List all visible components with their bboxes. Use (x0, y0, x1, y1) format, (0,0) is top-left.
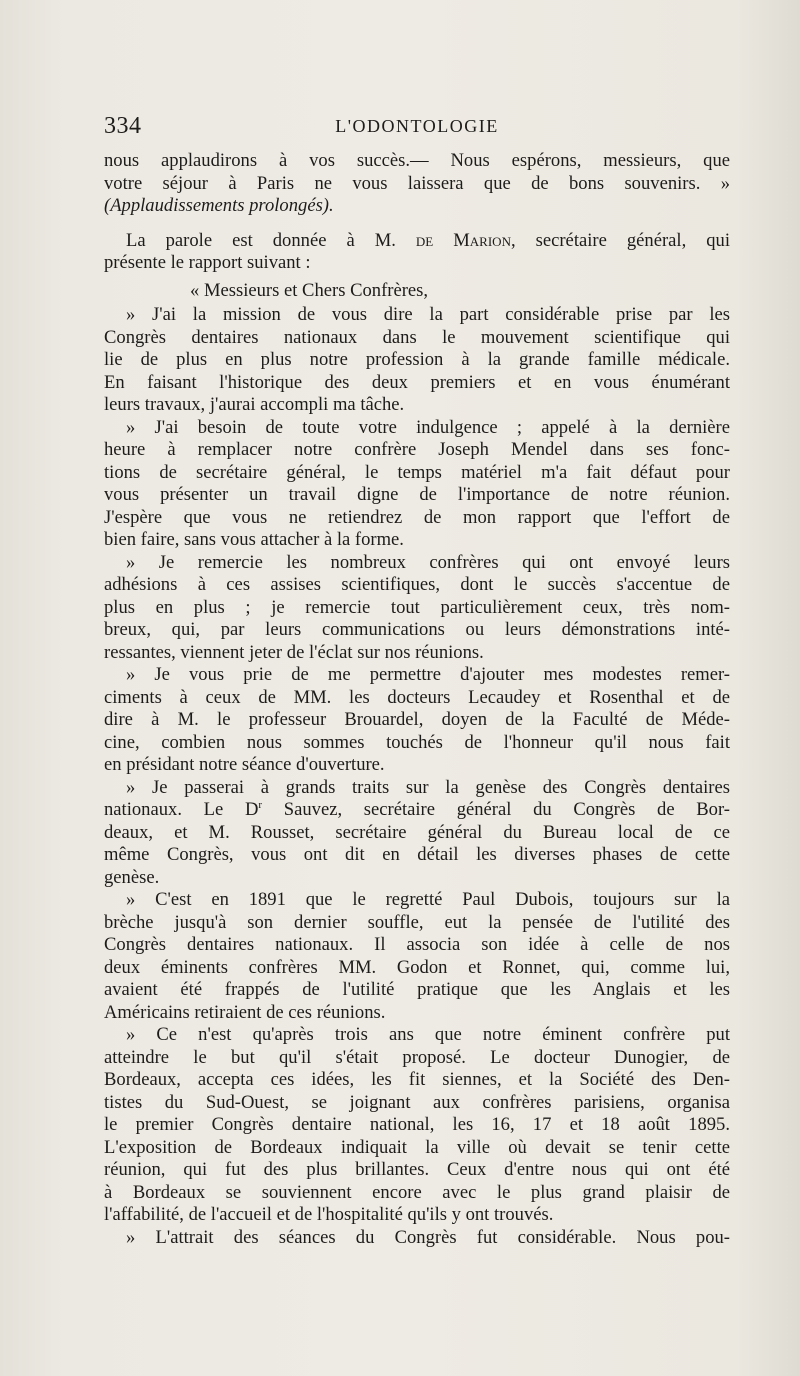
text-line: l'affabilité, de l'accueil et de l'hospitalité qu'ils y ont trouvés. (104, 1204, 554, 1225)
text-line: à Bordeaux se souviennent encore avec le plus grand plaisir de (104, 1181, 730, 1203)
text-line: cine, combien nous sommes touchés de l'honneur qu'il nous fait (104, 731, 730, 753)
paragraph-paul-dubois (104, 889, 730, 1024)
text-line: deux éminents confrères MM. Godon et Ronnet, qui, comme lui, (104, 956, 730, 978)
text-fragment: nationaux. Le D (104, 799, 259, 820)
text-line: breux, qui, par leurs communications ou leurs démonstrations inté- (104, 619, 730, 640)
text-line: dire à M. le professeur Brouardel, doyen de la Faculté de Méde- (104, 709, 730, 730)
text-line: présente le rapport suivant : (104, 252, 311, 273)
text-line: bien faire, sans vous attacher à la forme. (104, 529, 404, 550)
text-line: vous présenter un travail digne de l'importance de notre réunion. (104, 484, 730, 505)
text-line: ressantes, viennent jeter de l'éclat sur nos réunions. (104, 641, 484, 663)
paragraph-thanks-doctors (104, 664, 730, 777)
text-line (104, 230, 730, 253)
text-line: » L'attrait des séances du Congrès fut considérable. Nous pou- (126, 1226, 730, 1248)
text-line: nous applaudirons à vos succès.— Nous espérons, messieurs, que (104, 150, 730, 171)
text-line: brèche jusqu'à son dernier souffle, eut la pensée de l'utilité des (104, 911, 730, 933)
paragraph-indulgence (104, 417, 730, 552)
text-line: réunion, qui fut des plus brillantes. Ceux d'entre nous qui ont été (104, 1159, 730, 1180)
text-line: en présidant notre séance d'ouverture. (104, 754, 385, 775)
applause-note: (Applaudissements prolongés). (104, 195, 334, 216)
text-line (104, 799, 730, 822)
text-line (104, 195, 730, 218)
text-line: » J'ai besoin de toute votre indulgence ; appelé à la dernière (126, 416, 730, 438)
text-line: » Je passerai à grands traits sur la genèse des Congrès dentaires (126, 776, 730, 798)
text-line: leurs travaux, j'aurai accompli ma tâche. (104, 394, 405, 415)
speaker-name: de Marion (415, 229, 511, 251)
text-line: Congrès dentaires nationaux dans le mouvement scientifique qui (104, 326, 730, 348)
text-line: plus en plus ; je remercie tout particulièrement ceux, très nom- (104, 596, 730, 618)
text-line: lie de plus en plus notre profession à la grande famille médicale. (104, 349, 730, 370)
text-line: tions de secrétaire général, le temps matériel m'a fait défaut pour (104, 461, 730, 483)
text-line: tistes du Sud-Ouest, se joignant aux confrères parisiens, organisa (104, 1091, 730, 1113)
text-fragment: Sauvez, secrétaire général du Congrès de Bor- (262, 799, 730, 820)
paragraph-mission (104, 304, 730, 417)
text-line: Congrès dentaires nationaux. Il associa son idée à celle de nos (104, 934, 730, 955)
text-line: adhésions à ces assises scientifiques, dont le succès s'accentue de (104, 574, 730, 595)
text-line: » Ce n'est qu'après trois ans que notre éminent confrère put (126, 1024, 730, 1045)
text-line: heure à remplacer notre confrère Joseph Mendel dans ses fonc- (104, 439, 730, 460)
text-line: ciments à ceux de MM. les docteurs Lecaudey et Rosenthal et de (104, 686, 730, 708)
text-fragment: La parole est donnée à M. (126, 229, 416, 251)
text-line: » C'est en 1891 que le regretté Paul Dubois, toujours sur la (126, 889, 730, 910)
paragraph-attraction (104, 1227, 730, 1250)
text-line: Bordeaux, accepta ces idées, les fit siennes, et la Société des Den- (104, 1069, 730, 1090)
text-line: votre séjour à Paris ne vous laissera que de bons souvenirs. » (104, 172, 730, 194)
text-line: » J'ai la mission de vous dire la part considérable prise par les (126, 304, 730, 325)
body-text (104, 150, 730, 1249)
superscript: r (258, 798, 263, 811)
text-line: même Congrès, vous ont dit en détail les diverses phases de cette (104, 844, 730, 865)
page-header (104, 113, 730, 143)
text-line: avaient été frappés de l'utilité pratique que les Anglais et les (104, 979, 730, 1000)
text-line: genèse. (104, 866, 160, 888)
text-line: Américains retiraient de ces réunions. (104, 1001, 386, 1023)
text-line: « Messieurs et Chers Confrères, (190, 279, 429, 301)
text-line: » Je vous prie de me permettre d'ajouter mes modestes remer- (126, 664, 730, 685)
text-line: L'exposition de Bordeaux indiquait la ville où devait se tenir cette (104, 1136, 730, 1158)
page-number: 334 (104, 113, 142, 139)
text-line: le premier Congrès dentaire national, les 16, 17 et 18 août 1895. (104, 1114, 730, 1135)
paragraph-thanks-members (104, 552, 730, 665)
paragraph-introduction (104, 230, 730, 275)
paragraph-bordeaux-congress (104, 1024, 730, 1227)
text-line: En faisant l'historique des deux premiers et en vous énumérant (104, 371, 730, 393)
text-line: » Je remercie les nombreux confrères qui ont envoyé leurs (126, 551, 730, 573)
running-head: L'ODONTOLOGIE (335, 116, 499, 136)
salutation (104, 280, 730, 303)
text-fragment: , secrétaire général, qui (510, 229, 730, 251)
paragraph-closing-remarks (104, 150, 730, 218)
text-line: deaux, et M. Rousset, secrétaire général du Bureau local de ce (104, 821, 730, 843)
text-line: atteindre le but qu'il s'était proposé. Le docteur Dunogier, de (104, 1046, 730, 1068)
text-line: J'espère que vous ne retiendrez de mon rapport que l'effort de (104, 506, 730, 528)
paragraph-genesis (104, 777, 730, 890)
